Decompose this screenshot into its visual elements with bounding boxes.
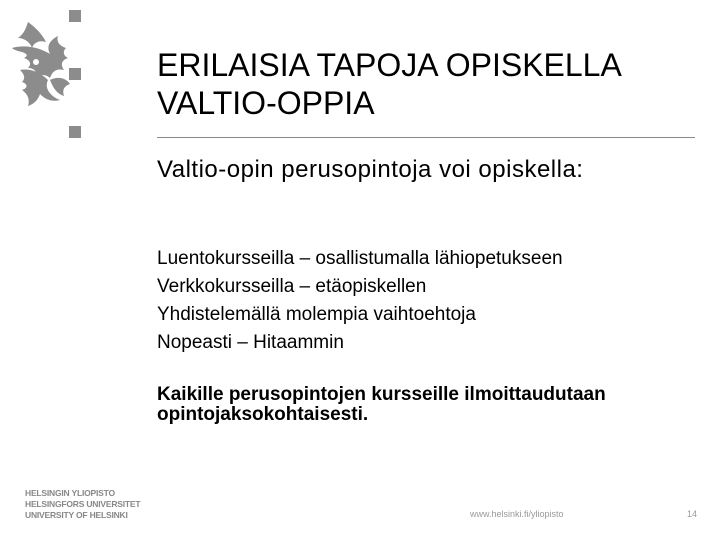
study-methods-list <box>157 245 563 357</box>
list-item: Nopeasti – Hitaammin <box>157 332 344 353</box>
list-item: Verkkokursseilla – etäopiskellen <box>157 276 427 297</box>
list-item: Yhdistelemällä molempia vaihtoehtoja <box>157 304 476 325</box>
university-logo-icon <box>6 4 98 138</box>
university-name-swedish: HELSINGFORS UNIVERSITET <box>25 499 141 509</box>
university-name-block <box>25 488 140 521</box>
list-item: Luentokursseilla – osallistumalla lähiopetukseen <box>157 248 563 269</box>
title-divider <box>157 137 695 138</box>
university-name-finnish: HELSINGIN YLIOPISTO <box>25 488 115 498</box>
footer-url[interactable]: www.helsinki.fi/yliopisto <box>470 509 564 519</box>
page-number: 14 <box>687 509 698 519</box>
university-name-english: UNIVERSITY OF HELSINKI <box>25 510 128 520</box>
slide-subheading: Valtio-opin perusopintoja voi opiskella: <box>157 156 584 183</box>
slide-title: ERILAISIA TAPOJA OPISKELLA VALTIO-OPPIA <box>157 47 621 121</box>
registration-note: Kaikille perusopintojen kursseille ilmoittaudutaan opintojaksokohtaisesti. <box>157 384 606 425</box>
